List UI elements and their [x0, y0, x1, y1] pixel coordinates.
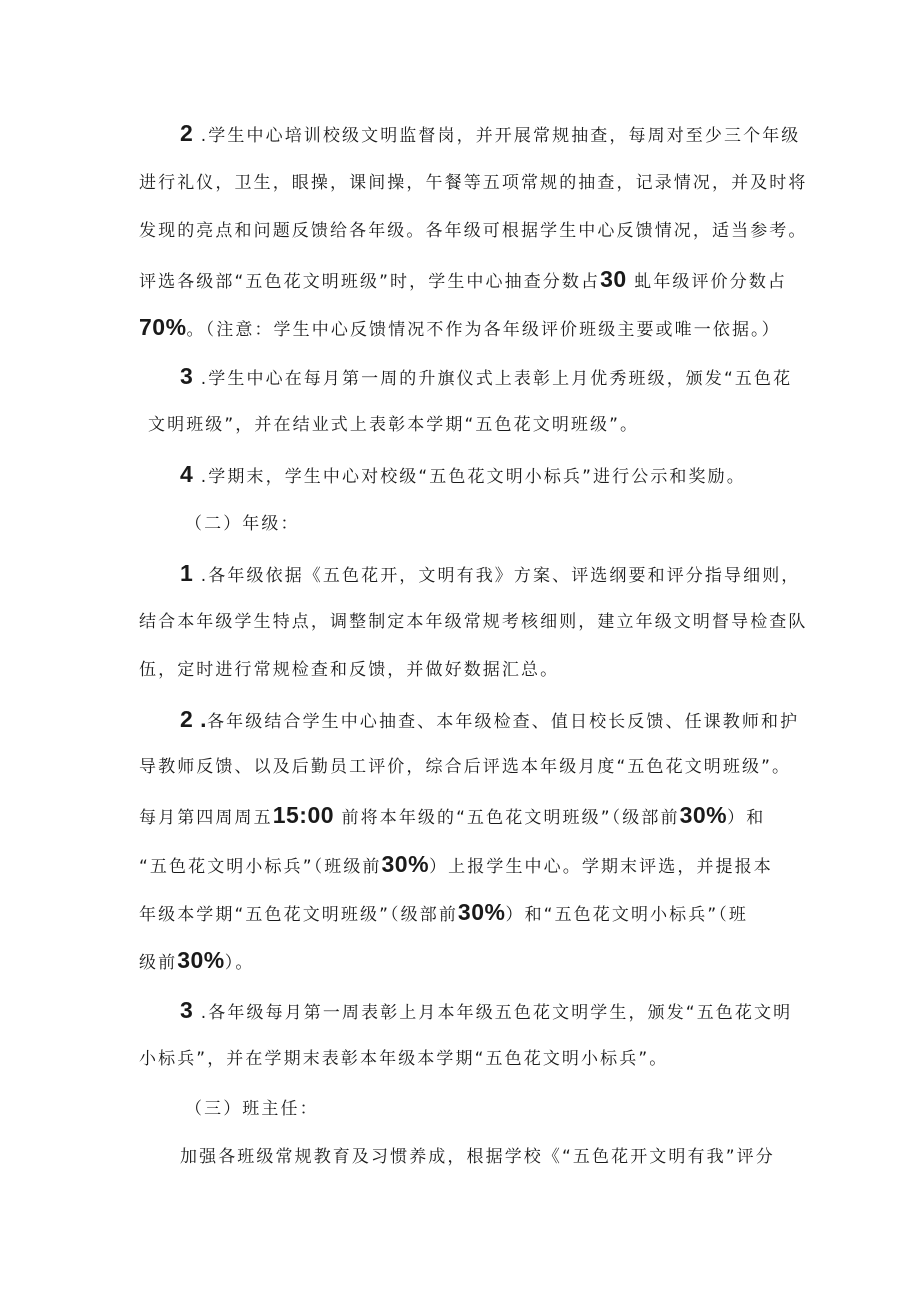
text-run: ）上报学生中心。学期末评选，并提报本 — [429, 857, 773, 877]
text-line — [139, 607, 808, 637]
text-run: “五色花文明小标兵”（班级前 — [139, 857, 382, 877]
text-line — [139, 752, 791, 782]
text-run: 前将本年级的“五色花文明班级”（级部前 — [334, 808, 680, 828]
text-run: ）和 — [727, 808, 766, 828]
text-line — [148, 410, 639, 440]
text-run: 结合本年级学生特点，调整制定本年级常规考核细则，建立年级文明督导检查队 — [139, 612, 808, 632]
text-run: 文明班级”，并在结业式上表彰本学期“五色花文明班级”。 — [148, 415, 640, 435]
text-run: 伍，定时进行常规检查和反馈，并做好数据汇总。 — [139, 660, 560, 680]
text-line — [139, 168, 808, 198]
text-line — [139, 264, 787, 297]
text-run: （三）班主任： — [185, 1099, 319, 1119]
text-run: 。（注意：学生中心反馈情况不作为各年级评价班级主要或唯一依据。） — [186, 320, 781, 340]
number-run: 15:00 — [272, 802, 335, 828]
text-run: .各年级每月第一周表彰上月本年级五色花文明学生，颁发“五色花文明 — [193, 1003, 793, 1023]
number-run: 30% — [457, 899, 506, 925]
text-line — [180, 361, 792, 394]
text-line — [139, 216, 808, 246]
number-run: 1 — [180, 560, 194, 586]
number-run: 3 — [180, 997, 194, 1023]
number-run: 3 — [180, 363, 194, 389]
number-run: 30% — [679, 802, 728, 828]
text-run: ）和“五色花文明小标兵”（班 — [505, 905, 748, 925]
text-line — [180, 459, 746, 492]
text-line — [180, 1142, 775, 1172]
text-line — [180, 558, 800, 591]
text-run: （二）年级： — [185, 514, 300, 534]
section-heading — [185, 1094, 319, 1124]
text-line — [139, 849, 773, 882]
text-run: 进行礼仪，卫生，眼操，课间操，午餐等五项常规的抽查，记录情况，并及时将 — [139, 173, 808, 193]
section-heading — [185, 509, 300, 539]
text-line — [180, 995, 792, 1028]
text-line — [180, 704, 799, 737]
number-run: 2 — [180, 120, 194, 146]
text-line — [139, 897, 748, 930]
text-run: 评选各级部“五色花文明班级”时，学生中心抽查分数占 — [139, 272, 601, 292]
number-run: . — [193, 706, 208, 732]
text-run: 小标兵”，并在学期末表彰本年级本学期“五色花文明小标兵”。 — [139, 1049, 669, 1069]
text-line — [139, 945, 254, 978]
text-run: .各年级依据《五色花开，文明有我》方案、评选纲要和评分指导细则， — [193, 566, 801, 586]
text-line — [139, 800, 765, 833]
text-run: 各年级结合学生中心抽查、本年级检查、值日校长反馈、任课教师和护 — [207, 712, 800, 732]
number-run: 30% — [381, 851, 430, 877]
text-run: 虬年级评价分数占 — [626, 272, 788, 292]
number-run: 4 — [180, 461, 194, 487]
text-run: ）。 — [224, 953, 255, 973]
text-run: 导教师反馈、以及后勤员工评价，综合后评选本年级月度“五色花文明班级”。 — [139, 757, 792, 777]
text-run: .学生中心培训校级文明监督岗，并开展常规抽查，每周对至少三个年级 — [193, 126, 801, 146]
number-run: 70% — [139, 314, 187, 340]
number-run: 2 — [180, 706, 194, 732]
text-run: .学生中心在每月第一周的升旗仪式上表彰上月优秀班级，颁发“五色花 — [193, 369, 793, 389]
text-run: 发现的亮点和问题反馈给各年级。各年级可根据学生中心反馈情况，适当参考。 — [139, 221, 808, 241]
number-run: 30 — [600, 266, 627, 292]
text-run: .学期末，学生中心对校级“五色花文明小标兵”进行公示和奖励。 — [193, 467, 746, 487]
text-run: 加强各班级常规教育及习惯养成，根据学校《“五色花开文明有我”评分 — [180, 1147, 775, 1167]
text-line — [139, 1044, 668, 1074]
text-line — [139, 655, 559, 685]
number-run: 30% — [177, 947, 225, 973]
text-line — [180, 118, 800, 151]
text-line — [139, 312, 781, 345]
text-run: 年级本学期“五色花文明班级”（级部前 — [139, 905, 458, 925]
text-run: 每月第四周周五 — [139, 808, 273, 828]
text-run: 级前 — [139, 953, 178, 973]
